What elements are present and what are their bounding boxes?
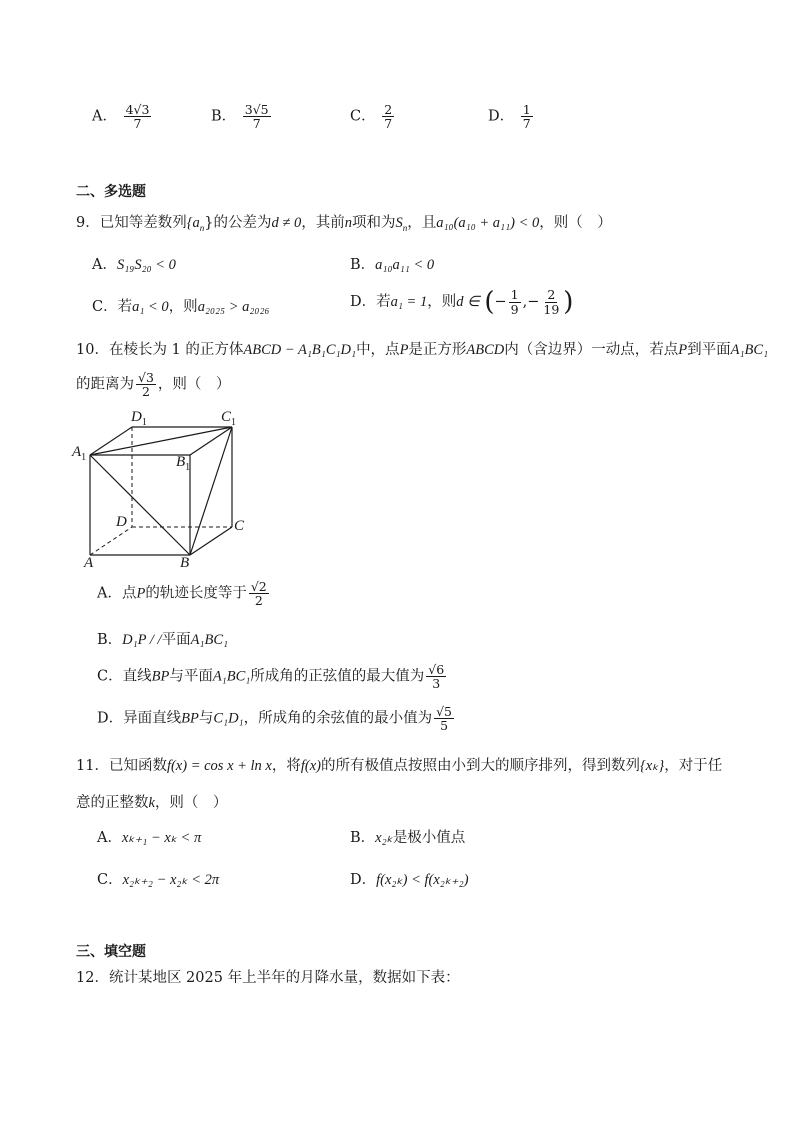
edge-bc	[190, 527, 232, 555]
q11-stem-line2: 意的正整数k，则（ ）	[76, 795, 228, 811]
q11-option-b: B．x₂ₖ是极小值点	[350, 830, 466, 846]
label-a1: $A_1$	[72, 444, 87, 463]
q12-stem: 12．统计某地区 2025 年上半年的月降水量，数据如下表：	[76, 970, 460, 986]
label-a: A	[84, 555, 94, 571]
q11-option-c: C．x₂ₖ₊₂ − x₂ₖ < 2π	[97, 872, 220, 888]
diag-bc1	[190, 427, 232, 555]
label-d: D	[116, 514, 127, 530]
q9-option-a: A．S₁₉S₂₀ < 0	[92, 257, 176, 273]
q9-stem: 9．已知等差数列$\{a_n\}$的公差为d ≠ 0，其前n项和为$S_n$，且a₁₀(a₁₀ + a₁₁) < 0，则（ ）	[76, 215, 612, 233]
edge-ad-hidden	[90, 527, 132, 555]
q9-option-c: C．若a₁ < 0，则a₂₀₂₅ > a₂₀₂₆	[92, 299, 270, 315]
q8-option-c: C． $\frac{2}{7}$	[350, 102, 393, 132]
q10-option-d: D．异面直线BP与C₁D₁，所成角的余弦值的最小值为 $\frac{√5}{5}$	[97, 704, 453, 734]
q11-option-a: A．xₖ₊₁ − xₖ < π	[97, 830, 202, 846]
q8-option-d: D． $\frac{1}{7}$	[488, 102, 531, 132]
label-b: B	[180, 555, 190, 571]
q10-stem-line1: 10．在棱长为 1 的正方体ABCD − A₁B₁C₁D₁中，点P是正方形ABCD内（含边界）一动点，若点P到平面A₁BC₁	[76, 342, 769, 358]
q10-stem-line2: 的距离为 $\frac{√3}{2}$ ，则（ ）	[76, 370, 231, 400]
q11-stem-line1: 11．已知函数f(x) = cos x + ln x，将f(x)的所有极值点按照由小到大的顺序排列，得到数列{xₖ}，对于任	[76, 758, 723, 774]
label-d1: $D_1$	[131, 409, 147, 428]
section-title-fill-in: 三、填空题	[76, 944, 146, 960]
q8-option-b: B． $\frac{3√5}{7}$	[211, 102, 269, 132]
q9-option-b: B．a₁₀a₁₁ < 0	[350, 257, 435, 273]
q11-option-d: D．f(x₂ₖ) < f(x₂ₖ₊₂)	[350, 872, 469, 888]
label-c: C	[234, 518, 245, 534]
q9-option-d: D．若a₁ = 1，则d ∈ (− $\frac{1}{9}$ ,− $\frac{2}{19}$ )	[350, 287, 574, 317]
q10-option-b: B．D₁P / /平面A₁BC₁	[97, 632, 229, 648]
label-b1: $B_1$	[176, 454, 191, 473]
q10-option-c: C．直线BP与平面A₁BC₁所成角的正弦值的最大值为 $\frac{√6}{3}$	[97, 662, 445, 692]
q8-option-a: A． $\frac{4√3}{7}$	[92, 102, 150, 132]
diag-a1b	[90, 455, 190, 555]
q10-option-a: A．点P的轨迹长度等于 $\frac{√2}{2}$	[97, 579, 267, 609]
label-c1: $C_1$	[221, 409, 237, 428]
section-title-multiple-choice: 二、多选题	[76, 184, 146, 200]
cube-diagram	[70, 405, 260, 575]
